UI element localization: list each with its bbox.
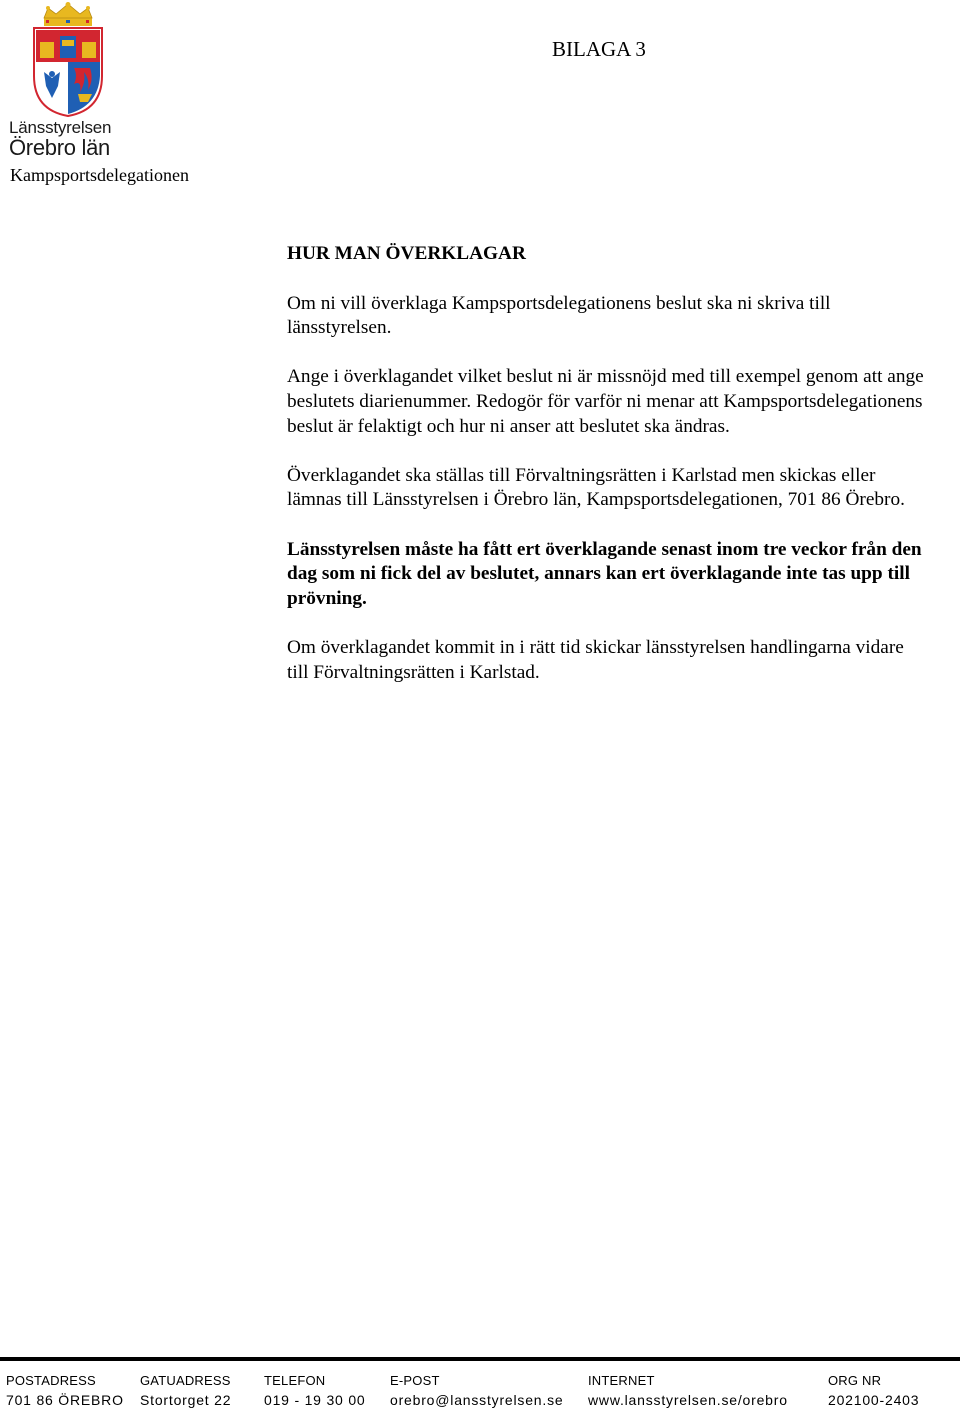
footer-postal-address [6, 1372, 124, 1410]
footer-value: orebro@lansstyrelsen.se [390, 1392, 564, 1408]
footer-divider [0, 1357, 960, 1361]
attachment-label: BILAGA 3 [552, 37, 646, 61]
document-body [287, 242, 927, 710]
footer-phone [264, 1372, 366, 1410]
coat-of-arms-icon [30, 2, 106, 118]
paragraph-deadline: Länsstyrelsen måste ha fått ert överklagande senast inom tre veckor från den dag som ni fick del av beslutet, annars kan ert överklagande inte tas upp till prövning. [287, 538, 922, 609]
document-heading: HUR MAN ÖVERKLAGAR [287, 243, 526, 264]
footer-value: 019 - 19 30 00 [264, 1392, 366, 1408]
department-name: Kampsportsdelegationen [10, 165, 189, 185]
footer-email [390, 1372, 563, 1410]
footer-website [588, 1372, 788, 1410]
footer-label: TELEFON [264, 1373, 326, 1388]
footer-value: 202100-2403 [828, 1392, 920, 1408]
footer-street-address [140, 1372, 231, 1410]
organization-name: Länsstyrelsen [9, 118, 112, 137]
footer-label: ORG NR [828, 1373, 882, 1388]
footer-value: www.lansstyrelsen.se/orebro [588, 1392, 788, 1408]
paragraph-address: Överklagandet ska ställas till Förvaltningsrätten i Karlstad men skickas eller lämnas till Länsstyrelsen i Örebro län, Kampsportsdelegationen, 701 86 Örebro. [287, 464, 905, 511]
footer-label: GATUADRESS [140, 1373, 231, 1388]
paragraph-specify-decision: Ange i överklagandet vilket beslut ni är missnöjd med till exempel genom att ange beslutets diarienummer. Redogör för varför ni menar att Kampsportsdelegationens beslut är felaktigt och hur ni anser att beslutet ska ändras. [287, 366, 924, 437]
footer-value: Stortorget 22 [140, 1392, 232, 1408]
paragraph-intro: Om ni vill överklaga Kampsportsdelegationens beslut ska ni skriva till länsstyrelsen. [287, 292, 831, 339]
footer-org-number [828, 1372, 919, 1410]
organization-county: Örebro län [9, 135, 110, 160]
paragraph-forwarding: Om överklagandet kommit in i rätt tid skickar länsstyrelsen handlingarna vidare till Förvaltningsrätten i Karlstad. [287, 636, 904, 683]
footer-label: POSTADRESS [6, 1373, 96, 1388]
footer-label: E-POST [390, 1373, 440, 1388]
footer-label: INTERNET [588, 1373, 655, 1388]
footer-value: 701 86 ÖREBRO [6, 1392, 124, 1408]
